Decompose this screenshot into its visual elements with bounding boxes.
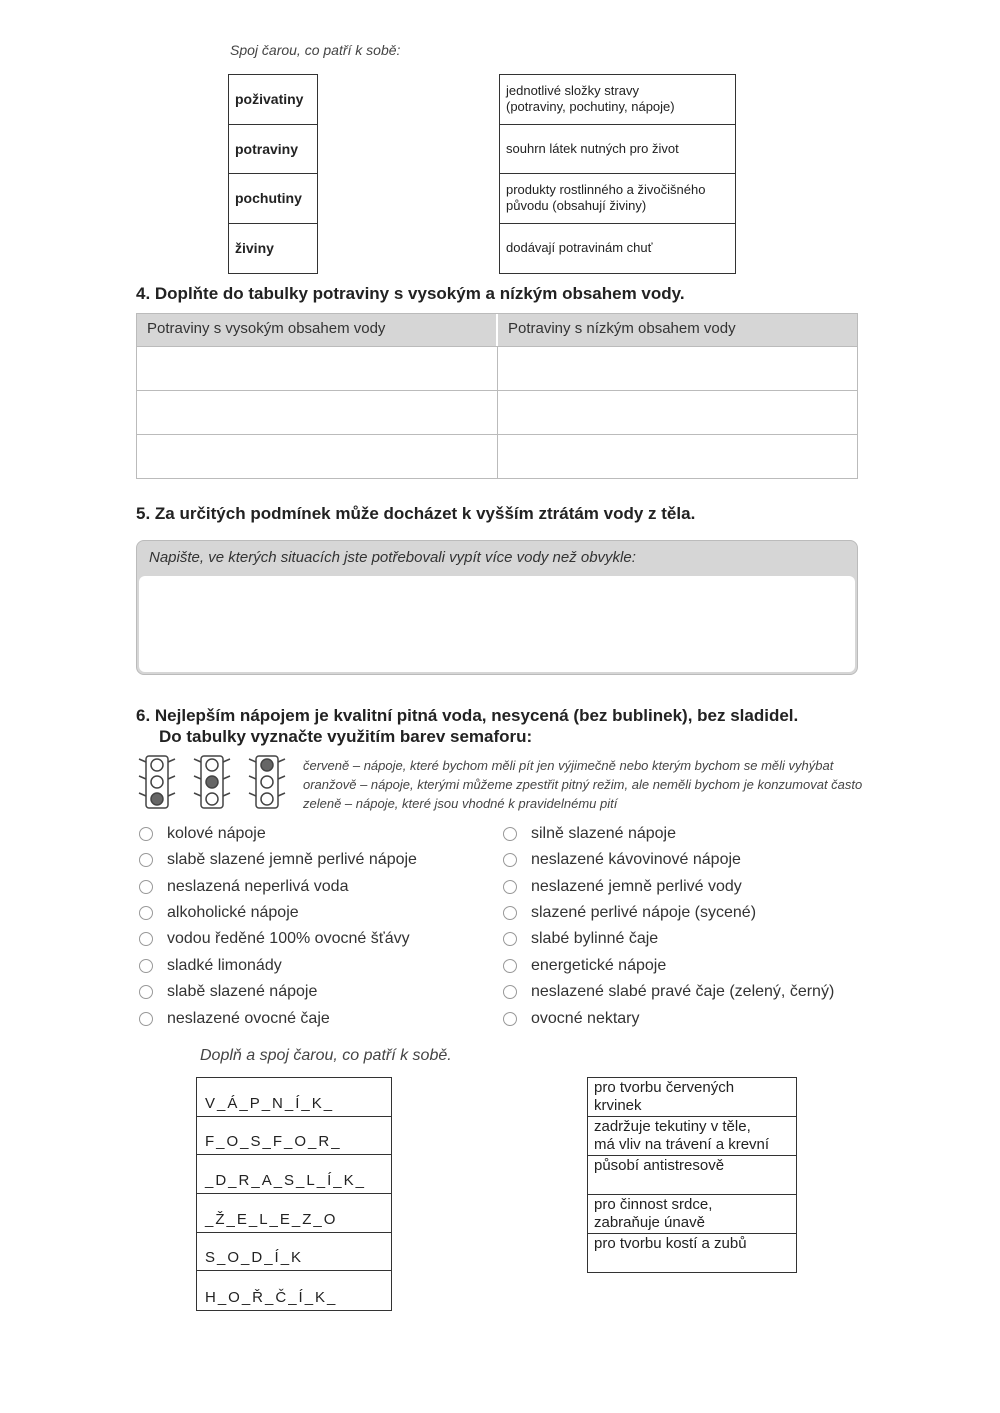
match2-word[interactable]: H_O_Ř_Č_Í_K_ xyxy=(205,1289,338,1307)
q6-option[interactable]: neslazená neperlivá voda xyxy=(139,876,348,898)
match1-term: potraviny xyxy=(229,125,317,175)
match1-term: živiny xyxy=(235,240,274,257)
q4-col-header: Potraviny s nízkým obsahem vody xyxy=(508,320,736,337)
q4-cell[interactable] xyxy=(137,347,498,390)
traffic-lights-icon xyxy=(136,754,286,810)
q6-legend xyxy=(303,756,862,813)
q6-option[interactable]: energetické nápoje xyxy=(503,955,666,977)
q6-option[interactable]: silně slazené nápoje xyxy=(503,823,676,845)
match2-definition: zadržuje tekutiny v těle, má vliv na trávení a krevní xyxy=(588,1117,796,1156)
q6-option[interactable]: vodou ředěné 100% ovocné šťávy xyxy=(139,928,410,950)
match2-word[interactable]: V_Á_P_N_Í_K_ xyxy=(197,1078,391,1117)
q5-answer-box xyxy=(136,540,858,675)
match2-definition: pro činnost srdce, zabraňuje únavě xyxy=(588,1195,796,1234)
match1-definition: produkty rostlinného a živočišného původu (obsahují živiny) xyxy=(500,174,735,224)
radio-icon[interactable] xyxy=(503,959,517,973)
q6-option[interactable]: neslazené kávovinové nápoje xyxy=(503,849,741,871)
radio-icon[interactable] xyxy=(503,1012,517,1026)
q5-prompt: Napište, ve kterých situacích jste potřebovali vypít více vody než obvykle: xyxy=(149,549,636,566)
q6-heading-line2: Do tabulky vyznačte využitím barev semaforu: xyxy=(159,727,533,746)
match2-word[interactable]: S_O_D_Í_K xyxy=(197,1233,391,1272)
match1-definitions-box xyxy=(499,74,736,274)
legend-orange: oranžově – nápoje, kterými můžeme zpestřit pitný režim, ale neměli bychom je konzumovat často xyxy=(303,777,863,792)
q4-col-header: Potraviny s vysokým obsahem vody xyxy=(137,314,498,346)
match1-term: pochutiny xyxy=(229,174,317,224)
radio-icon[interactable] xyxy=(503,906,517,920)
q4-table xyxy=(136,313,858,479)
match2-words-box xyxy=(196,1077,392,1311)
q6-option[interactable]: slazené perlivé nápoje (sycené) xyxy=(503,902,756,924)
match2-word[interactable]: _Ž_E_L_E_Z_O xyxy=(197,1194,391,1233)
match2-definition: pro tvorbu kostí a zubů xyxy=(594,1235,747,1252)
q4-cell[interactable] xyxy=(498,347,858,390)
match1-instruction: Spoj čarou, co patří k sobě: xyxy=(230,42,401,58)
match2-definitions-box xyxy=(587,1077,797,1273)
q6-option[interactable]: slabé bylinné čaje xyxy=(503,928,658,950)
radio-icon[interactable] xyxy=(139,985,153,999)
match2-word[interactable]: _D_R_A_S_L_Í_K_ xyxy=(197,1155,391,1194)
radio-icon[interactable] xyxy=(503,853,517,867)
q4-cell[interactable] xyxy=(137,435,498,478)
q6-option[interactable]: alkoholické nápoje xyxy=(139,902,299,924)
radio-icon[interactable] xyxy=(139,932,153,946)
radio-icon[interactable] xyxy=(139,1012,153,1026)
radio-icon[interactable] xyxy=(503,880,517,894)
q4-cell[interactable] xyxy=(137,391,498,434)
match2-word[interactable]: F_O_S_F_O_R_ xyxy=(197,1117,391,1156)
match2-definition: působí antistresově xyxy=(588,1156,796,1195)
q6-option[interactable]: neslazené jemně perlivé vody xyxy=(503,876,742,898)
radio-icon[interactable] xyxy=(139,853,153,867)
q6-heading-line1: 6. Nejlepším nápojem je kvalitní pitná voda, nesycená (bez bublinek), bez sladidel. xyxy=(136,706,799,725)
radio-icon[interactable] xyxy=(503,985,517,999)
q6-option[interactable]: slabě slazené jemně perlivé nápoje xyxy=(139,849,417,871)
q6-option[interactable]: sladké limonády xyxy=(139,955,282,977)
q5-answer-area[interactable] xyxy=(139,576,855,672)
match1-definition: souhrn látek nutných pro život xyxy=(500,125,735,175)
q6-option[interactable]: kolové nápoje xyxy=(139,823,266,845)
radio-icon[interactable] xyxy=(139,827,153,841)
radio-icon[interactable] xyxy=(139,906,153,920)
match1-definition: jednotlivé složky stravy (potraviny, pochutiny, nápoje) xyxy=(500,75,735,125)
radio-icon[interactable] xyxy=(139,880,153,894)
q6-option[interactable]: ovocné nektary xyxy=(503,1008,640,1030)
match2-definition: pro tvorbu červených krvinek xyxy=(588,1078,796,1117)
match2-instruction: Doplň a spoj čarou, co patří k sobě. xyxy=(200,1047,452,1064)
q4-cell[interactable] xyxy=(498,391,858,434)
q6-option[interactable]: slabě slazené nápoje xyxy=(139,981,317,1003)
q6-option[interactable]: neslazené slabé pravé čaje (zelený, černý) xyxy=(503,981,834,1003)
q5-heading: 5. Za určitých podmínek může docházet k vyšším ztrátám vody z těla. xyxy=(136,504,696,523)
match1-terms-box xyxy=(228,74,318,274)
match1-term: poživatiny xyxy=(229,75,317,125)
legend-red: červeně – nápoje, které bychom měli pít jen výjimečně nebo kterým bychom se měli vyhýbat xyxy=(303,758,834,773)
legend-green: zeleně – nápoje, které jsou vhodné k pravidelnému pití xyxy=(303,796,618,811)
q4-cell[interactable] xyxy=(498,435,858,478)
radio-icon[interactable] xyxy=(503,932,517,946)
q4-heading: 4. Doplňte do tabulky potraviny s vysokým a nízkým obsahem vody. xyxy=(136,284,685,303)
radio-icon[interactable] xyxy=(503,827,517,841)
match1-definition: dodávají potravinám chuť xyxy=(506,240,653,256)
q6-option[interactable]: neslazené ovocné čaje xyxy=(139,1008,330,1030)
radio-icon[interactable] xyxy=(139,959,153,973)
